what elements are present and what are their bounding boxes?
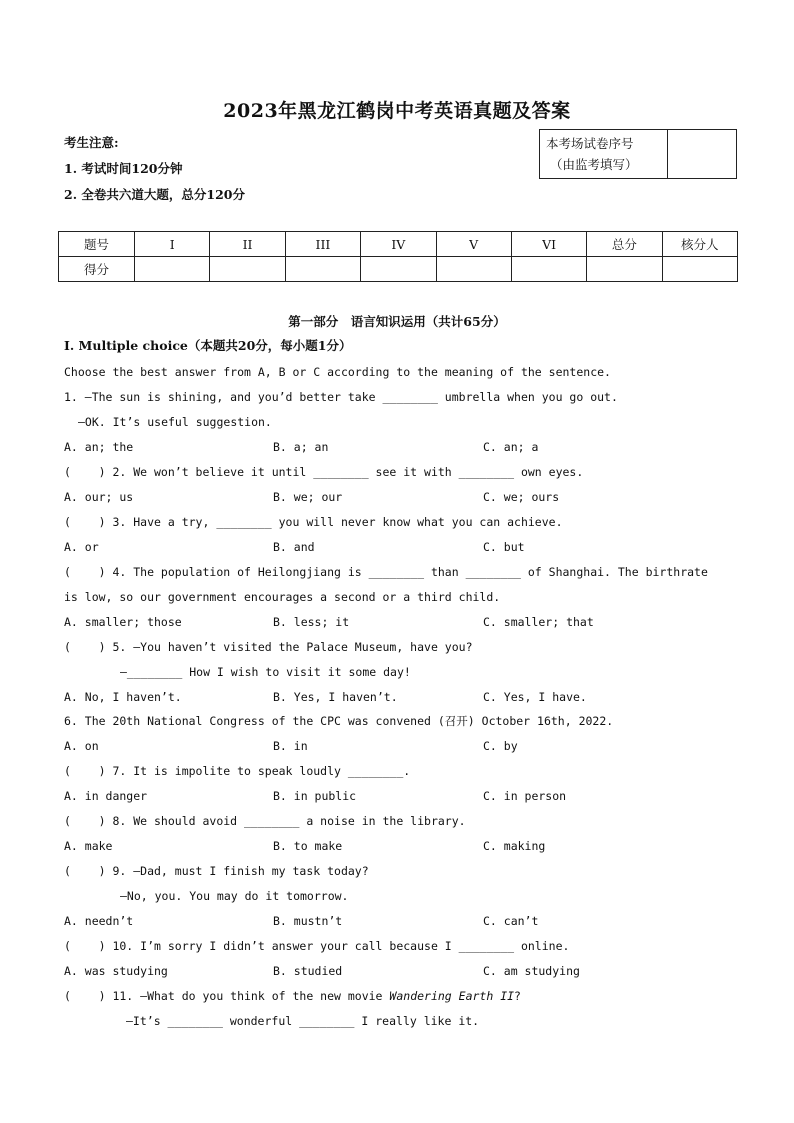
question-line: ( ) 8. We should avoid ________ a noise in the library. [64, 814, 466, 828]
option-c[interactable]: C. am studying [483, 964, 580, 978]
option-a[interactable]: A. in danger [64, 789, 148, 803]
question-line: is low, so our government encourages a second or a third child. [64, 590, 501, 604]
question-line: ( ) 3. Have a try, ________ you will never know what you can achieve. [64, 515, 563, 529]
question-line: ( ) 9. —Dad, must I finish my task today? [64, 864, 369, 878]
score-cell[interactable] [587, 257, 662, 282]
movie-title: Wandering Earth II [389, 989, 515, 1003]
question-line: ( ) 4. The population of Heilongjiang is ________ than ________ of Shanghai. The birthrate [64, 565, 708, 579]
question-line: 6. The 20th National Congress of the CPC was convened (召开) October 16th, 2022. [64, 714, 614, 728]
question-line: ( ) 7. It is impolite to speak loudly ________. [64, 764, 411, 778]
part-title: 第一部分 语言知识运用（共计65分） [288, 314, 506, 329]
score-row-label: 得分 [59, 257, 135, 282]
option-c[interactable]: C. smaller; that [483, 615, 594, 629]
question-line: ( ) 10. I’m sorry I didn’t answer your call because I ________ online. [64, 939, 570, 953]
option-a[interactable]: A. was studying [64, 964, 168, 978]
option-c[interactable]: C. in person [483, 789, 567, 803]
score-header-cell: II [210, 232, 285, 257]
instruction-text: Choose the best answer from A, B or C according to the meaning of the sentence. [64, 365, 611, 379]
option-c[interactable]: C. Yes, I have. [483, 690, 587, 704]
option-a[interactable]: A. or [64, 540, 99, 554]
option-b[interactable]: B. Yes, I haven’t. [273, 690, 398, 704]
option-a[interactable]: A. on [64, 739, 99, 753]
sequence-label [540, 130, 668, 178]
question-line: 1. —The sun is shining, and you’d better take ________ umbrella when you go out. [64, 390, 618, 404]
question-line: ( ) 2. We won’t believe it until ________ see it with ________ own eyes. [64, 465, 584, 479]
score-cell[interactable] [210, 257, 285, 282]
score-table [58, 231, 738, 282]
candidate-notice [64, 134, 245, 212]
option-b[interactable]: B. we; our [273, 490, 343, 504]
question-line: —________ How I wish to visit it some day! [120, 665, 411, 679]
score-header-cell: III [285, 232, 360, 257]
score-header-cell: V [436, 232, 511, 257]
sequence-label-line1: 本考场试卷序号 [546, 136, 634, 151]
option-b[interactable]: B. mustn’t [273, 914, 343, 928]
score-cell[interactable] [135, 257, 210, 282]
option-b[interactable]: B. to make [273, 839, 343, 853]
option-b[interactable]: B. in public [273, 789, 357, 803]
option-b[interactable]: B. a; an [273, 440, 329, 454]
notice-heading: 考生注意: [64, 135, 119, 150]
question-line: —No, you. You may do it tomorrow. [120, 889, 349, 903]
score-cell[interactable] [436, 257, 511, 282]
score-header-cell: VI [511, 232, 586, 257]
notice-item: 2. 全卷共六道大题，总分120分 [64, 187, 245, 202]
question-line: ( ) 5. —You haven’t visited the Palace Museum, have you? [64, 640, 473, 654]
sequence-label-line2: （由监考填写） [550, 157, 638, 172]
question-line: —It’s ________ wonderful ________ I really like it. [126, 1014, 480, 1028]
option-b[interactable]: B. and [273, 540, 315, 554]
option-c[interactable]: C. but [483, 540, 525, 554]
option-b[interactable]: B. in [273, 739, 308, 753]
option-a[interactable]: A. needn’t [64, 914, 134, 928]
option-c[interactable]: C. making [483, 839, 546, 853]
score-cell[interactable] [361, 257, 436, 282]
question-text: ( ) 11. —What do you think of the new movie [64, 989, 390, 1003]
option-a[interactable]: A. smaller; those [64, 615, 182, 629]
question-text: ? [514, 989, 521, 1003]
score-cell[interactable] [662, 257, 737, 282]
option-a[interactable]: A. an; the [64, 440, 134, 454]
score-cell[interactable] [511, 257, 586, 282]
option-a[interactable]: A. No, I haven’t. [64, 690, 182, 704]
option-a[interactable]: A. make [64, 839, 113, 853]
option-b[interactable]: B. studied [273, 964, 343, 978]
notice-item: 1. 考试时间120分钟 [64, 161, 183, 176]
score-value-row [59, 257, 738, 282]
score-header-cell: 总分 [587, 232, 662, 257]
question-line: —OK. It’s useful suggestion. [78, 415, 272, 429]
option-c[interactable]: C. by [483, 739, 518, 753]
score-header-cell: I [135, 232, 210, 257]
score-header-cell: IV [361, 232, 436, 257]
option-c[interactable]: C. can’t [483, 914, 539, 928]
score-header-cell: 核分人 [662, 232, 737, 257]
score-header-row [59, 232, 738, 257]
score-header-cell: 题号 [59, 232, 135, 257]
section-title: Ⅰ. Multiple choice（本题共20分，每小题1分） [64, 338, 352, 353]
score-cell[interactable] [285, 257, 360, 282]
exam-sequence-box [539, 129, 737, 179]
option-c[interactable]: C. we; ours [483, 490, 560, 504]
option-a[interactable]: A. our; us [64, 490, 134, 504]
sequence-value-cell[interactable] [668, 130, 736, 178]
option-b[interactable]: B. less; it [273, 615, 350, 629]
option-c[interactable]: C. an; a [483, 440, 539, 454]
page-title: 2023年黑龙江鹤岗中考英语真题及答案 [223, 100, 571, 122]
question-line [64, 989, 744, 1003]
